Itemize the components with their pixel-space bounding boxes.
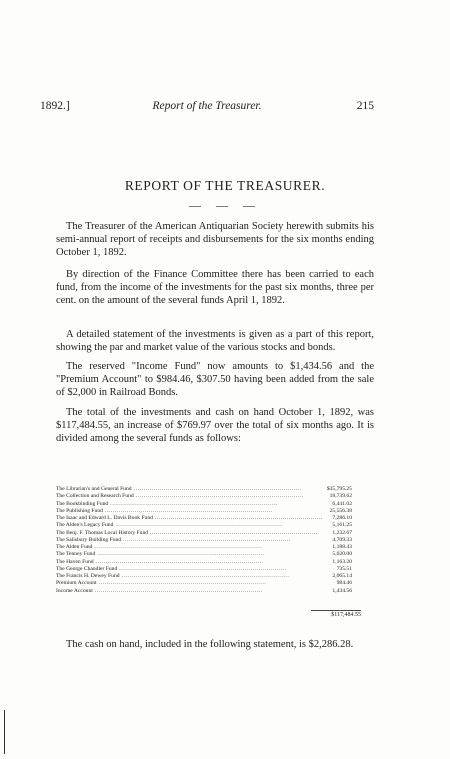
fund-name: The George Chandler Fund .....	[56, 566, 335, 573]
funds-total: $117,484.55	[311, 610, 361, 618]
fund-amount: 984.46	[336, 580, 352, 587]
report-title: REPORT OF THE TREASURER.	[124, 178, 326, 193]
fund-name: The Librarian's and General Fund .....	[56, 486, 325, 493]
fund-amount: 7,286.10	[332, 515, 352, 521]
fund-row	[56, 588, 352, 595]
fund-row	[56, 493, 352, 500]
fund-amount: 1,434.56	[332, 587, 352, 594]
fund-amount: 18,739.62	[329, 493, 352, 500]
fund-row	[56, 486, 352, 493]
fund-row	[56, 508, 352, 515]
fund-amount: 1,163.20	[332, 558, 352, 565]
fund-amount: 5,020.00	[332, 551, 352, 558]
page-number: 215	[356, 100, 374, 112]
fund-amount: $35,795.25	[326, 486, 352, 492]
fund-amount: 6,441.02	[332, 500, 352, 507]
fund-row	[56, 501, 352, 508]
fund-name: The Alden's Legacy Fund .....	[56, 522, 330, 529]
fund-row	[56, 515, 352, 522]
paragraph-income-fund: The reserved "Income Fund" now amounts to $1,434.56 and the "Premium Account" to $984.46, $307.50 having been added from the sale of $2,000 in Railroad Bonds.	[56, 361, 374, 399]
fund-name: Premium Account .....	[56, 580, 335, 587]
fund-amount: 5,161.25	[332, 522, 352, 529]
fund-name: The Tenney Fund .....	[56, 551, 330, 558]
fund-name: The Salisbury Building Fund .....	[56, 537, 330, 544]
fund-name: The Haven Fund .....	[56, 559, 330, 566]
fund-row	[56, 559, 352, 566]
fund-row	[56, 551, 352, 558]
margin-rule	[4, 710, 5, 754]
paragraph-total-investments: The total of the investments and cash on hand October 1, 1892, was $117,484.55, an increase of $769.97 over the total of six months ago. It is divided among the several funds as follows:	[56, 407, 374, 445]
fund-amount: 4,709.33	[332, 536, 352, 543]
fund-name: Income Account .....	[56, 588, 330, 595]
fund-amount: 25,556.38	[329, 507, 352, 514]
fund-amount: 1,232.67	[332, 529, 352, 536]
fund-name: The Francis H. Dewey Fund .....	[56, 573, 330, 580]
running-head-year: 1892.]	[40, 100, 70, 112]
fund-name: The Alden Fund .....	[56, 544, 330, 551]
paragraph-introduction: The Treasurer of the American Antiquarian Society herewith submits his semi-annual report of receipts and disbursements for the six months ending October 1, 1892.	[56, 221, 374, 259]
fund-amount: 735.51	[336, 565, 352, 572]
fund-name: The Isaac and Edward L. Davis Book Fund .....	[56, 515, 330, 522]
fund-row	[56, 566, 352, 573]
fund-row	[56, 537, 352, 544]
paragraph-cash-on-hand: The cash on hand, included in the following statement, is $2,286.28.	[66, 639, 354, 650]
paragraph-finance-committee: By direction of the Finance Committee there has been carried to each fund, from the income of the investments for the past six months, three per cent. on the amount of the several funds April 1, 1892.	[56, 269, 374, 307]
fund-name: The Benj. F. Thomas Local History Fund .....	[56, 530, 330, 537]
fund-name: The Publishing Fund .....	[56, 508, 328, 515]
funds-table	[56, 486, 352, 595]
fund-row	[56, 530, 352, 537]
fund-amount: 2,065.14	[332, 573, 352, 579]
running-head-title: Report of the Treasurer.	[152, 100, 262, 112]
fund-row	[56, 580, 352, 587]
fund-row	[56, 573, 352, 580]
fund-row	[56, 522, 352, 529]
fund-name: The Collection and Research Fund .....	[56, 493, 328, 500]
title-separator: — — —	[189, 198, 261, 212]
fund-row	[56, 544, 352, 551]
running-head	[40, 100, 374, 116]
fund-name: The Bookbinding Fund .....	[56, 501, 330, 508]
fund-amount: 1,188.43	[332, 544, 352, 550]
paragraph-investments-statement: A detailed statement of the investments is given as a part of this report, showing the par and market value of the various stocks and bonds.	[56, 329, 374, 354]
